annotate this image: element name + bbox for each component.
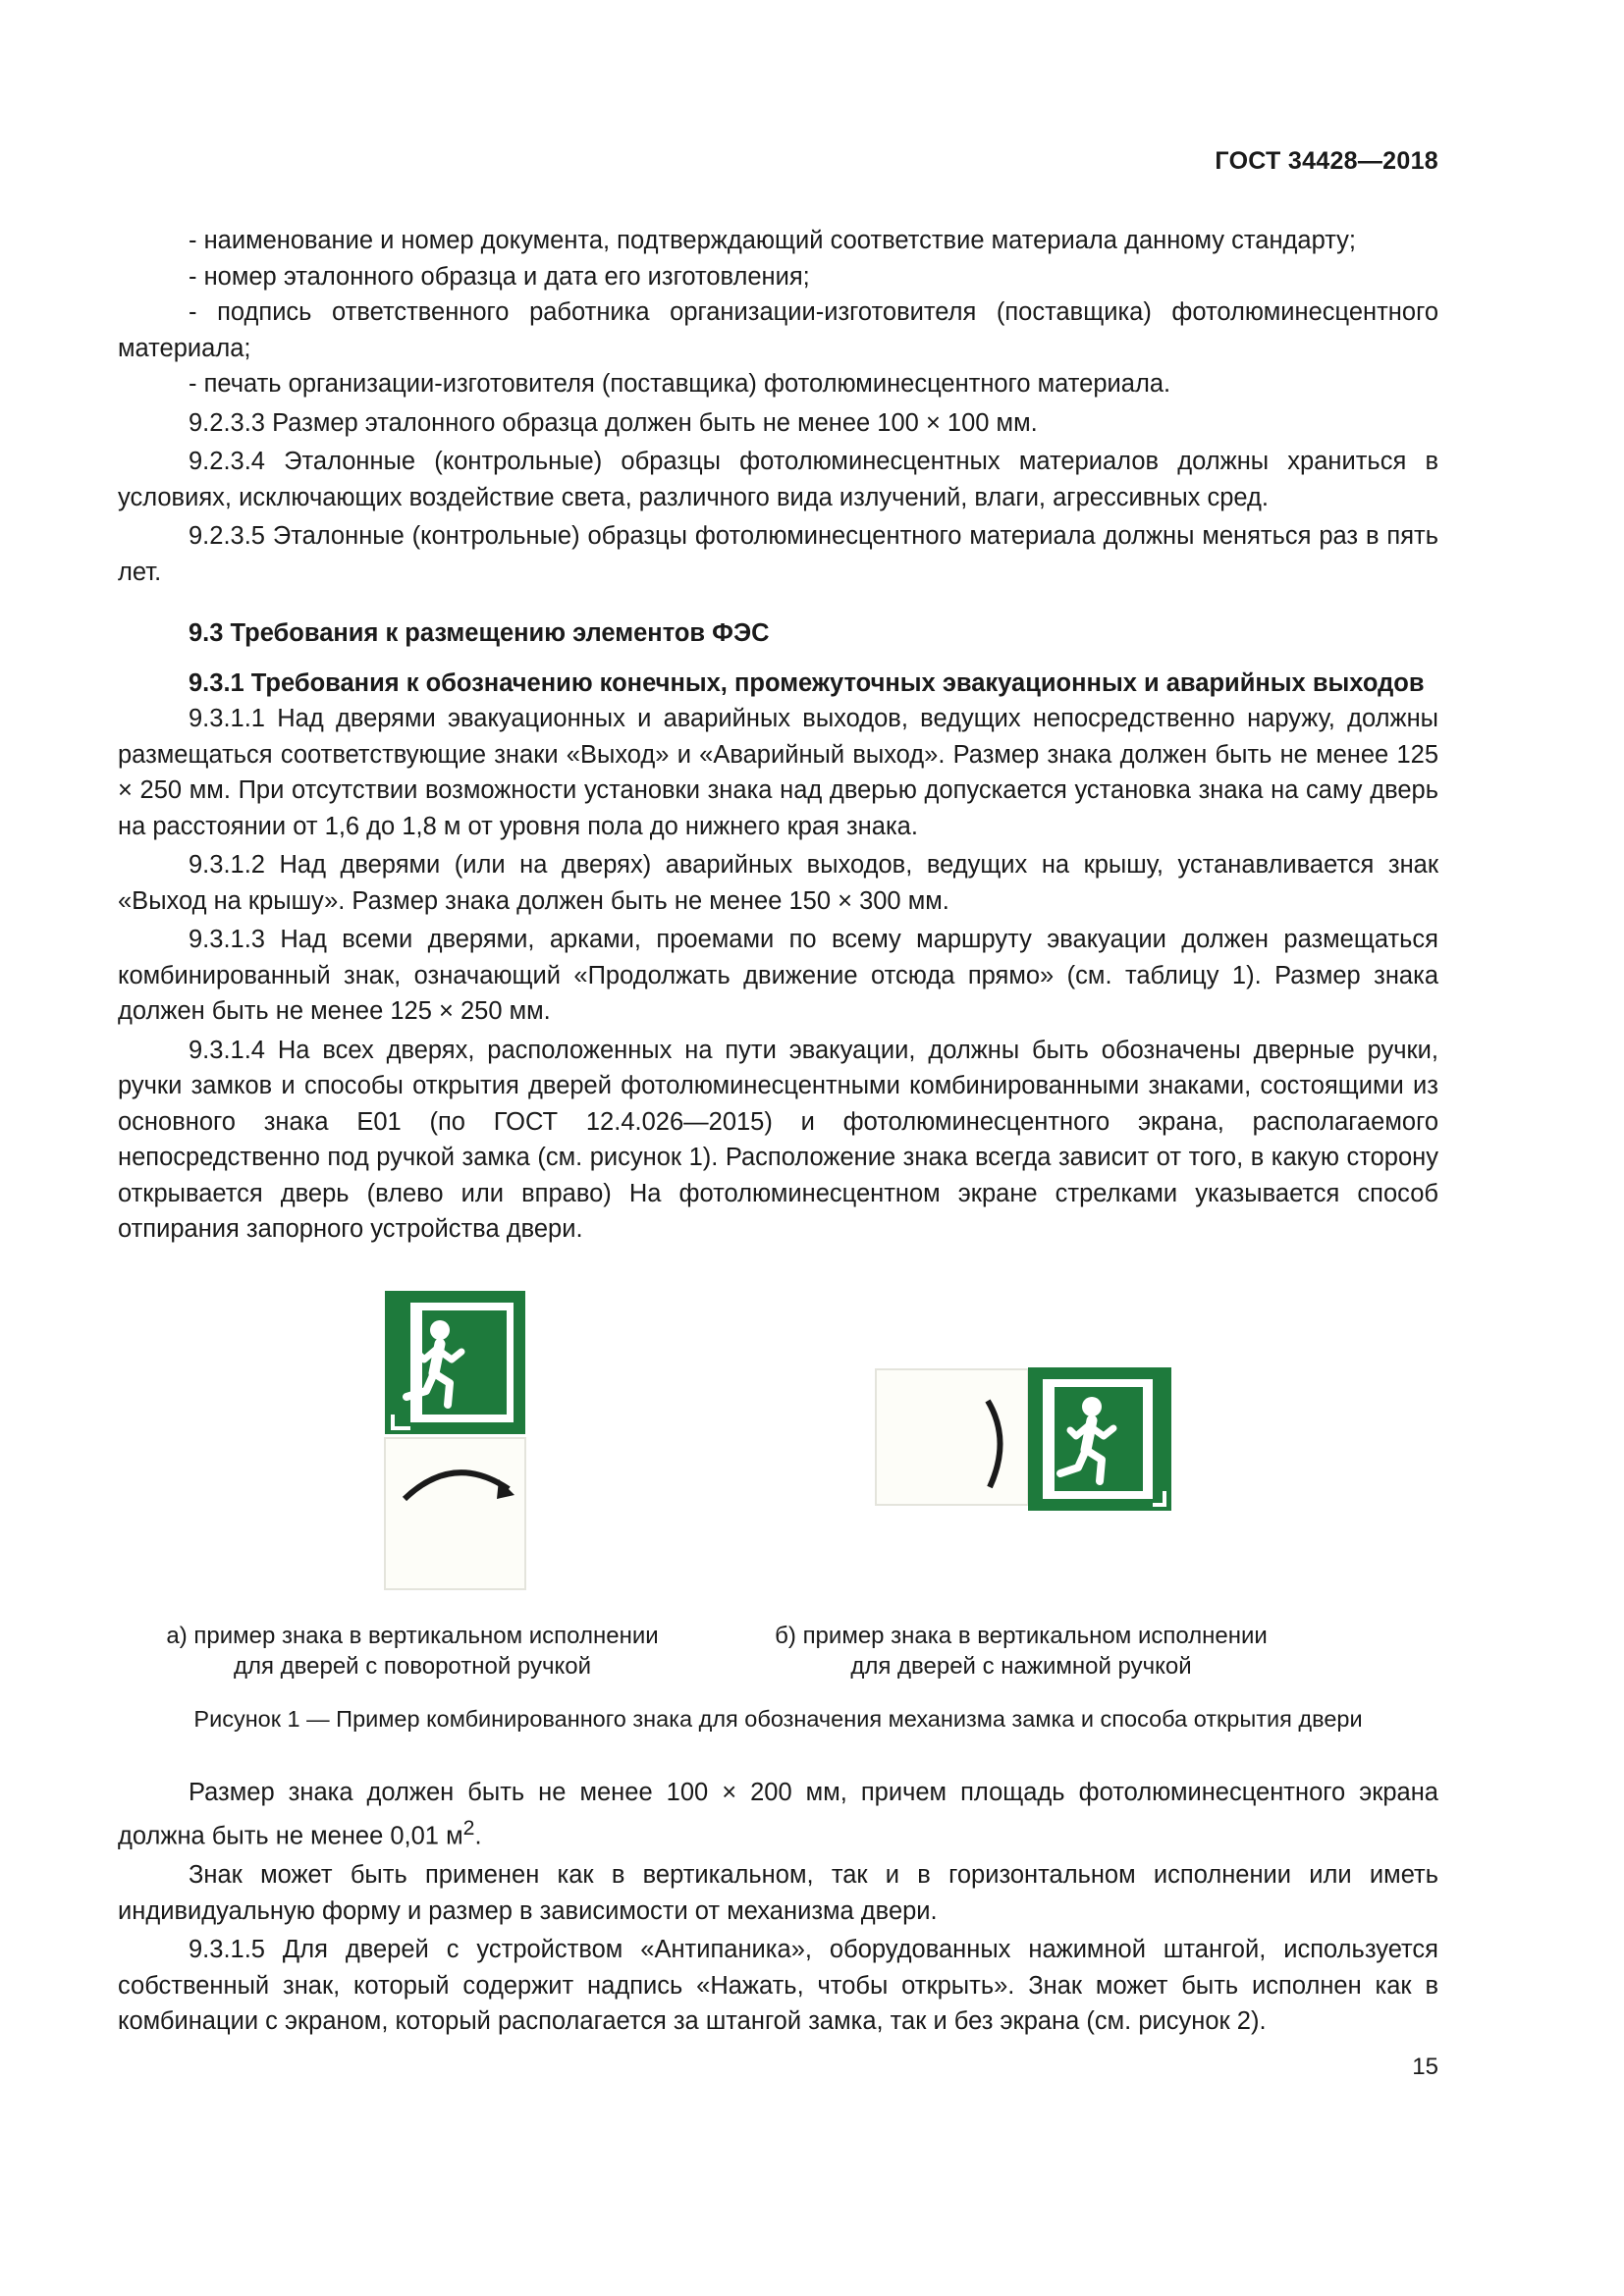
paragraph: 9.2.3.4 Эталонные (контрольные) образцы фотолюминесцентных материалов должны храниться в условиях, исключающих воздействие света, различного вида излучений, влаги, агрессивных сред.: [118, 448, 1438, 511]
section-heading: 9.3 Требования к размещению элементов ФЭС: [189, 619, 770, 647]
list-item: - номер эталонного образца и дата его изготовления;: [189, 262, 810, 291]
paragraph: 9.3.1.1 Над дверями эвакуационных и аварийных выходов, ведущих непосредственно наружу, должны размещаться соответствующие знаки «Выход» и «Аварийный выход». Размер знака должен быть не менее 125 × 250 мм. При отсутствии возможности установки знака над дверью допускается установка знака на саму дверь на расстоянии от 1,6 до 1,8 м от уровня пола до нижнего края знака.: [118, 705, 1438, 840]
paragraph: 9.3.1.3 Над всеми дверями, арками, проемами по всему маршруту эвакуации должен размещаться комбинированный знак, означающий «Продолжать движение отсюда прямо» (см. таблицу 1). Размер знака должен быть не менее 125 × 250 мм.: [118, 926, 1438, 1025]
exit-sign-vertical-rotary: [383, 1289, 530, 1593]
list-item: - подпись ответственного работника организации-изготовителя (поставщика) фотолюминесцентного материала;: [118, 298, 1438, 362]
paragraph: Знак может быть применен как в вертикальном, так и в горизонтальном исполнении или иметь индивидуальную форму и размер в зависимости от механизма двери.: [118, 1861, 1438, 1925]
paragraph: 9.2.3.5 Эталонные (контрольные) образцы фотолюминесцентного материала должны меняться раз в пять лет.: [118, 522, 1438, 586]
luminescent-screen: [385, 1438, 525, 1589]
figure-1: [118, 1289, 1438, 1775]
superscript: 2: [462, 1816, 475, 1840]
paragraph: 9.3.1.4 На всех дверях, расположенных на пути эвакуации, должны быть обозначены дверные ручки, ручки замков и способы открытия дверей фотолюминесцентными комбинированными знаками, состоящими из основного знака Е01 (по ГОСТ 12.4.026—2015) и фотолюминесцентного экрана, располагаемого непосредственно под ручкой замка (см. рисунок 1). Расположение знака всегда зависит от того, в какую сторону открывается дверь (влево или вправо) На фотолюминесцентном экране стрелками указывается способ отпирания запорного устройства двери.: [118, 1036, 1438, 1243]
paragraph-end: .: [474, 1822, 482, 1850]
caption-a-line1: а) пример знака в вертикальном исполнении: [166, 1622, 659, 1649]
document-header: ГОСТ 34428—2018: [1215, 147, 1438, 175]
figure-title: Рисунок 1 — Пример комбинированного знака для обозначения механизма замка и способа открытия двери: [193, 1705, 1363, 1732]
caption-b-line2: для дверей с нажимной ручкой: [850, 1652, 1192, 1680]
paragraph: 9.3.1.2 Над дверями (или на дверях) аварийных выходов, ведущих на крышу, устанавливается знак «Выход на крышу». Размер знака должен быть не менее 150 × 300 мм.: [118, 851, 1438, 915]
figure-caption-b: [746, 1621, 1296, 1682]
list-item: - наименование и номер документа, подтверждающий соответствие материала данному стандарту;: [189, 227, 1357, 254]
caption-b-line1: б) пример знака в вертикальном исполнении: [775, 1622, 1268, 1649]
list-item: - печать организации-изготовителя (поставщика) фотолюминесцентного материала.: [189, 370, 1171, 398]
subsection-heading: 9.3.1 Требования к обозначению конечных, промежуточных эвакуационных и аварийных выходов: [189, 668, 1425, 697]
page-number: 15: [1412, 2054, 1438, 2080]
caption-a-line2: для дверей с поворотной ручкой: [233, 1652, 592, 1680]
luminescent-screen: [876, 1369, 1028, 1505]
exit-sign-vertical-push: [874, 1365, 1178, 1513]
paragraph: 9.3.1.5 Для дверей с устройством «Антипаника», оборудованных нажимной штангой, используется собственный знак, который содержит надпись «Нажать, чтобы открыть». Знак может быть исполнен как в комбинации с экраном, который располагается за штангой замка, так и без экрана (см. рисунок 2).: [118, 1936, 1438, 2035]
paragraph-text: Размер знака должен быть не менее 100 × 200 мм, причем площадь фотолюминесцентного экрана должна быть не менее 0,01 м: [118, 1778, 1438, 1850]
paragraph: [118, 1775, 1438, 1855]
page-content: [118, 223, 1438, 2040]
paragraph: 9.2.3.3 Размер эталонного образца должен быть не менее 100 × 100 мм.: [189, 408, 1038, 437]
figure-caption-a: [137, 1621, 687, 1682]
